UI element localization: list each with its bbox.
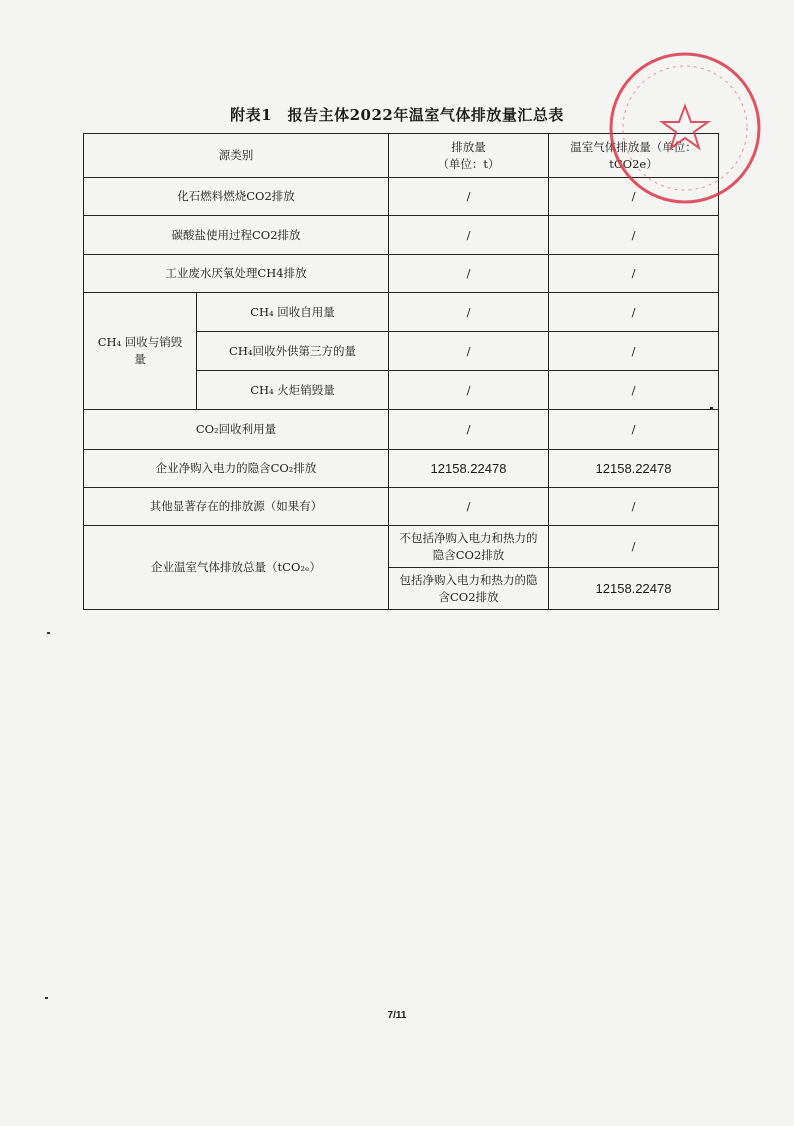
row-ghg: / [549,488,719,526]
row-label: CH₄ 回收自用量 [197,293,389,332]
header-emission-line1: 排放量 [451,139,486,154]
row-ghg: / [549,216,719,255]
row-ghg: / [549,293,719,332]
row-ghg: / [549,178,719,216]
scan-speck [47,632,50,634]
row-emission: / [389,178,549,216]
row-emission: / [389,216,549,255]
total-excl-label: 不包括净购入电力和热力的隐含CO2排放 [389,526,549,568]
header-emission [389,134,549,178]
header-ghg-line2: tCO2e） [609,156,658,171]
row-label: CO₂回收利用量 [84,410,389,450]
total-excl-ghg: / [549,526,719,568]
row-emission: / [389,293,549,332]
page-number: 7/11 [387,1010,407,1021]
table-row [84,410,719,450]
row-emission: / [389,255,549,293]
header-source: 源类别 [84,134,389,178]
table-row [84,450,719,488]
row-ghg: / [549,255,719,293]
scan-speck [45,997,48,999]
row-label: 其他显著存在的排放源（如果有） [84,488,389,526]
ch4-group-label: CH₄ 回收与销毁量 [84,293,197,410]
seal-outer-ring [611,54,759,202]
table-title: 附表1 报告主体2022年温室气体排放量汇总表 [230,106,564,124]
row-emission: / [389,332,549,371]
table-row [84,216,719,255]
table-row [84,293,719,332]
table-row [84,488,719,526]
table-row [84,255,719,293]
row-label: CH₄回收外供第三方的量 [197,332,389,371]
row-label: 碳酸盐使用过程CO2排放 [84,216,389,255]
seal-star-icon [662,106,708,148]
row-label: 企业净购入电力的隐含CO₂排放 [84,450,389,488]
total-incl-label: 包括净购入电力和热力的隐含CO2排放 [389,568,549,610]
row-ghg: 12158.22478 [549,450,719,488]
company-seal [605,48,765,208]
row-emission: / [389,488,549,526]
total-incl-ghg: 12158.22478 [549,568,719,610]
row-ghg: / [549,332,719,371]
row-ghg: / [549,371,719,410]
row-label: 工业废水厌氧处理CH4排放 [84,255,389,293]
row-emission: / [389,410,549,450]
row-ghg: / [549,410,719,450]
scan-speck [710,407,713,409]
header-emission-line2: （单位：t） [437,156,500,171]
row-emission: / [389,371,549,410]
header-ghg-line1: 温室气体排放量（单位： [570,139,697,154]
row-label: 化石燃料燃烧CO2排放 [84,178,389,216]
row-label: CH₄ 火炬销毁量 [197,371,389,410]
total-label: 企业温室气体排放总量（tCO₂ₑ） [84,526,389,610]
table-row [84,526,719,568]
seal-inner-ring [623,66,747,190]
row-emission: 12158.22478 [389,450,549,488]
